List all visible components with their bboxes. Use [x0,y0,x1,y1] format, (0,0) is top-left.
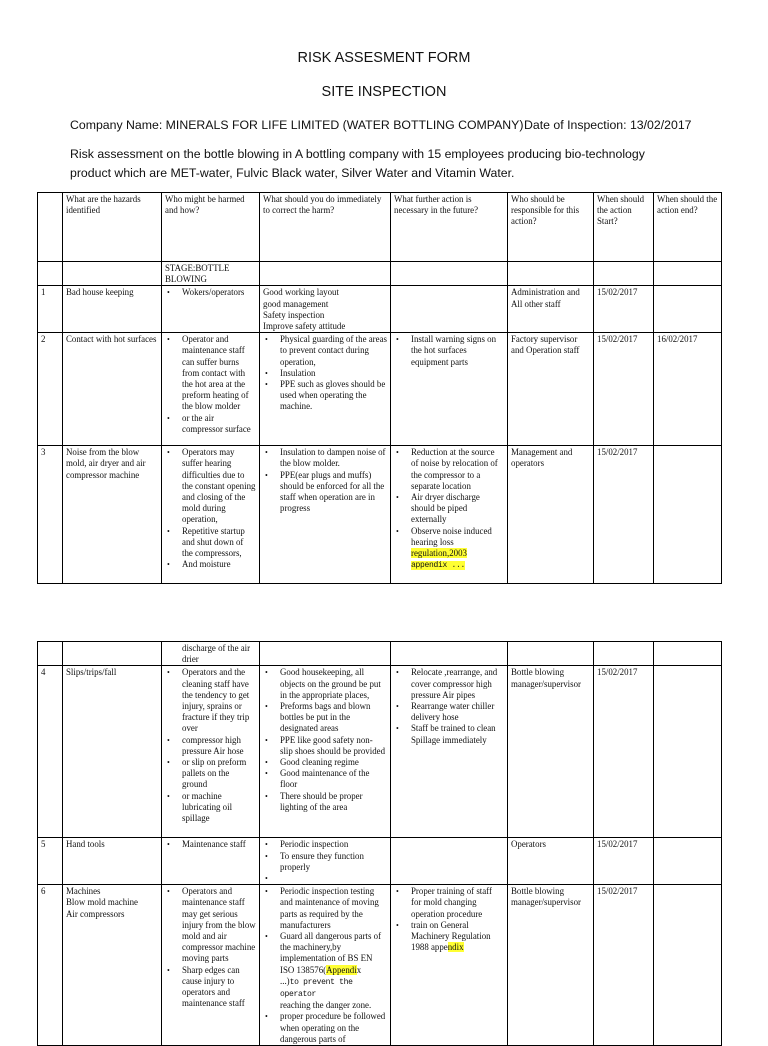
end-cell [654,286,722,333]
who-cell [162,446,260,584]
table-header-row [38,193,722,262]
list-item: • or the air compressor surface [165,413,256,435]
future-cell [391,446,508,584]
table-row [38,885,722,1046]
intro-paragraph [70,145,710,183]
text-line: Blow mold machine [66,897,138,908]
who-cell [162,333,260,446]
immediate-cell [260,666,391,838]
list-item: • PPE like good safety non- slip shoes should be provided [263,735,387,757]
list-item: • Operators may suffer hearing difficulties due to the constant opening and closing of the mold during operation, [165,447,256,525]
list-item: • Operators and maintenance staff may get serious injury from the blow mold and air compressor machine moving parts [165,886,256,964]
table-row [38,446,722,584]
list-item: • PPE(ear plugs and muffs) should be enforced for all the staff when operation are in progress [263,470,387,515]
text-line: Good working layout [263,287,339,298]
text-line: Air compressors [66,908,125,919]
text-span: ...) [280,975,290,986]
highlighted-text: ndix [447,942,464,953]
text-span: train on General Machinery Regulation 1988 appe [411,919,491,953]
start-cell: 15/02/2017 [594,286,654,333]
header-further-action: What further action is necessary in the future? [391,193,508,262]
list-item: • There should be proper lighting of the area [263,791,387,813]
header-immediate-action: What should you do immediately to correct the harm? [260,193,391,262]
header-responsible: Who should be responsible for this action? [508,193,594,262]
list-item: • Wokers/operators [165,287,256,298]
list-item: • Periodic inspection [263,839,387,850]
row-number: 4 [38,666,63,838]
future-cell [391,666,508,838]
row-number: 2 [38,333,63,446]
intro-line-2: product which are MET-water, Fulvic Black water, Silver Water and Vitamin Water. [70,166,515,180]
table-row [38,286,722,333]
responsible-cell: Management and operators [508,446,594,584]
who-cell [162,666,260,838]
text-span: x [356,964,362,975]
responsible-cell: Factory supervisor and Operation staff [508,333,594,446]
start-cell: 15/02/2017 [594,885,654,1046]
text-span: to prevent the operator [280,977,353,1000]
form-subtitle: SITE INSPECTION [321,84,447,100]
stage-label: STAGE:BOTTLE BLOWING [162,262,260,286]
hazard-cell: Bad house keeping [63,286,162,333]
who-cell [162,885,260,1046]
stage-row [38,262,722,286]
future-cell [391,286,508,333]
list-item: • PPE such as gloves should be used when operating the machine. [263,379,387,413]
hazard-cell [63,885,162,1046]
start-cell: 15/02/2017 [594,666,654,838]
future-cell [391,885,508,1046]
who-cell [162,286,260,333]
future-cell [391,333,508,446]
row-number: 1 [38,286,63,333]
start-cell: 15/02/2017 [594,446,654,584]
list-item [263,931,387,1011]
header-num [38,193,63,262]
inspection-date: Date of Inspection: 13/02/2017 [524,118,692,132]
immediate-cell [260,838,391,885]
continued-text: discharge of the air drier [162,642,260,666]
immediate-cell [260,286,391,333]
start-cell: 15/02/2017 [594,333,654,446]
row-number: 6 [38,885,63,1046]
list-item: • Good cleaning regime [263,757,387,768]
header-start: When should the action Start? [594,193,654,262]
list-item: • Staff be trained to clean Spillage immediately [394,723,504,745]
company-name: Company Name: MINERALS FOR LIFE LIMITED (WATER BOTTLING COMPANY) [70,118,524,132]
risk-table-page1 [37,192,722,584]
list-item: • Reduction at the source of noise by relocation of the compressor to a separate location [394,447,504,492]
list-item [263,873,387,884]
list-item: • To ensure they function properly [263,851,387,873]
list-item: • Relocate ,rearrange, and cover compressor high pressure Air pipes [394,667,504,701]
header-hazards: What are the hazards identified [63,193,162,262]
list-item: • Proper training of staff for mold changing operation procedure [394,886,504,920]
end-cell: 16/02/2017 [654,333,722,446]
hazard-cell: Hand tools [63,838,162,885]
highlighted-text: regulation,2003 [411,548,467,559]
text-span: Guard all dangerous parts of the machinery,by implementation of BS EN ISO 138576( [280,931,382,975]
list-item: • Good maintenance of the floor [263,768,387,790]
list-item: • Install warning signs on the hot surfaces equipment parts [394,334,504,368]
list-item: • Good housekeeping, all objects on the ground be put in the appropriate places, [263,667,387,701]
header-end: When should the action end? [654,193,722,262]
responsible-cell: Operators [508,838,594,885]
responsible-cell: Bottle blowing manager/supervisor [508,885,594,1046]
list-item: • or machine lubricating oil spillage [165,791,256,825]
list-item: • Physical guarding of the areas to prevent contact during operation, [263,334,387,368]
text-line: Machines [66,886,101,897]
text-span: reaching the danger zone. [280,1000,372,1011]
text-line: good management [263,298,329,309]
list-item: • Sharp edges can cause injury to operators and maintenance staff [165,965,256,1010]
hazard-cell: Slips/trips/fall [63,666,162,838]
list-item: • Maintenance staff [165,839,256,850]
start-cell: 15/02/2017 [594,838,654,885]
list-item: • Rearrange water chiller delivery hose [394,701,504,723]
immediate-cell [260,446,391,584]
list-item [394,920,504,954]
highlighted-text: Appendi [326,964,357,975]
table-row [38,838,722,885]
text-line: Improve safety attitude [263,321,346,332]
table-row [38,666,722,838]
list-item: • or slip on preform pallets on the ground [165,757,256,791]
end-cell [654,446,722,584]
future-cell [391,838,508,885]
list-item: • proper procedure be followed when operating on the dangerous parts of [263,1011,387,1045]
responsible-cell: Administration and All other staff [508,286,594,333]
intro-line-1: Risk assessment on the bottle blowing in A bottling company with 15 employees producing bio-technology [70,147,645,161]
list-item: • compressor high pressure Air hose [165,735,256,757]
risk-table-page2 [37,641,722,1046]
header-who-harmed: Who might be harmed and how? [162,193,260,262]
list-item: • And moisture [165,559,256,570]
list-item: • Air dryer discharge should be piped externally [394,492,504,526]
continued-row [38,642,722,666]
list-item: • Operators and the cleaning staff have the tendency to get injury, sprains or fracture if they trip over [165,667,256,734]
end-cell [654,666,722,838]
list-item: • Repetitive startup and shut down of the compressors, [165,526,256,560]
hazard-cell: Noise from the blow mold, air dryer and air compressor machine [63,446,162,584]
row-number: 3 [38,446,63,584]
list-item: • Insulation to dampen noise of the blow molder. [263,447,387,469]
immediate-cell [260,885,391,1046]
list-item [394,526,504,572]
table-row [38,333,722,446]
highlighted-text: appendix ... [411,561,466,571]
row-number: 5 [38,838,63,885]
immediate-cell [260,333,391,446]
text-span: Observe noise induced hearing loss [411,525,492,547]
text-line: Safety inspection [263,309,325,320]
hazard-cell: Contact with hot surfaces [63,333,162,446]
list-item: • Periodic inspection testing and maintenance of moving parts as required by the manufacturers [263,886,387,931]
who-cell [162,838,260,885]
list-item: • Preforms bags and blown bottles be put in the designated areas [263,701,387,735]
form-title: RISK ASSESMENT FORM [297,50,471,66]
end-cell [654,885,722,1046]
responsible-cell: Bottle blowing manager/supervisor [508,666,594,838]
list-item: • Operator and maintenance staff can suffer burns from contact with the hot area at the preform heating of the blow molder [165,334,256,412]
list-item: • Insulation [263,368,387,379]
end-cell [654,838,722,885]
